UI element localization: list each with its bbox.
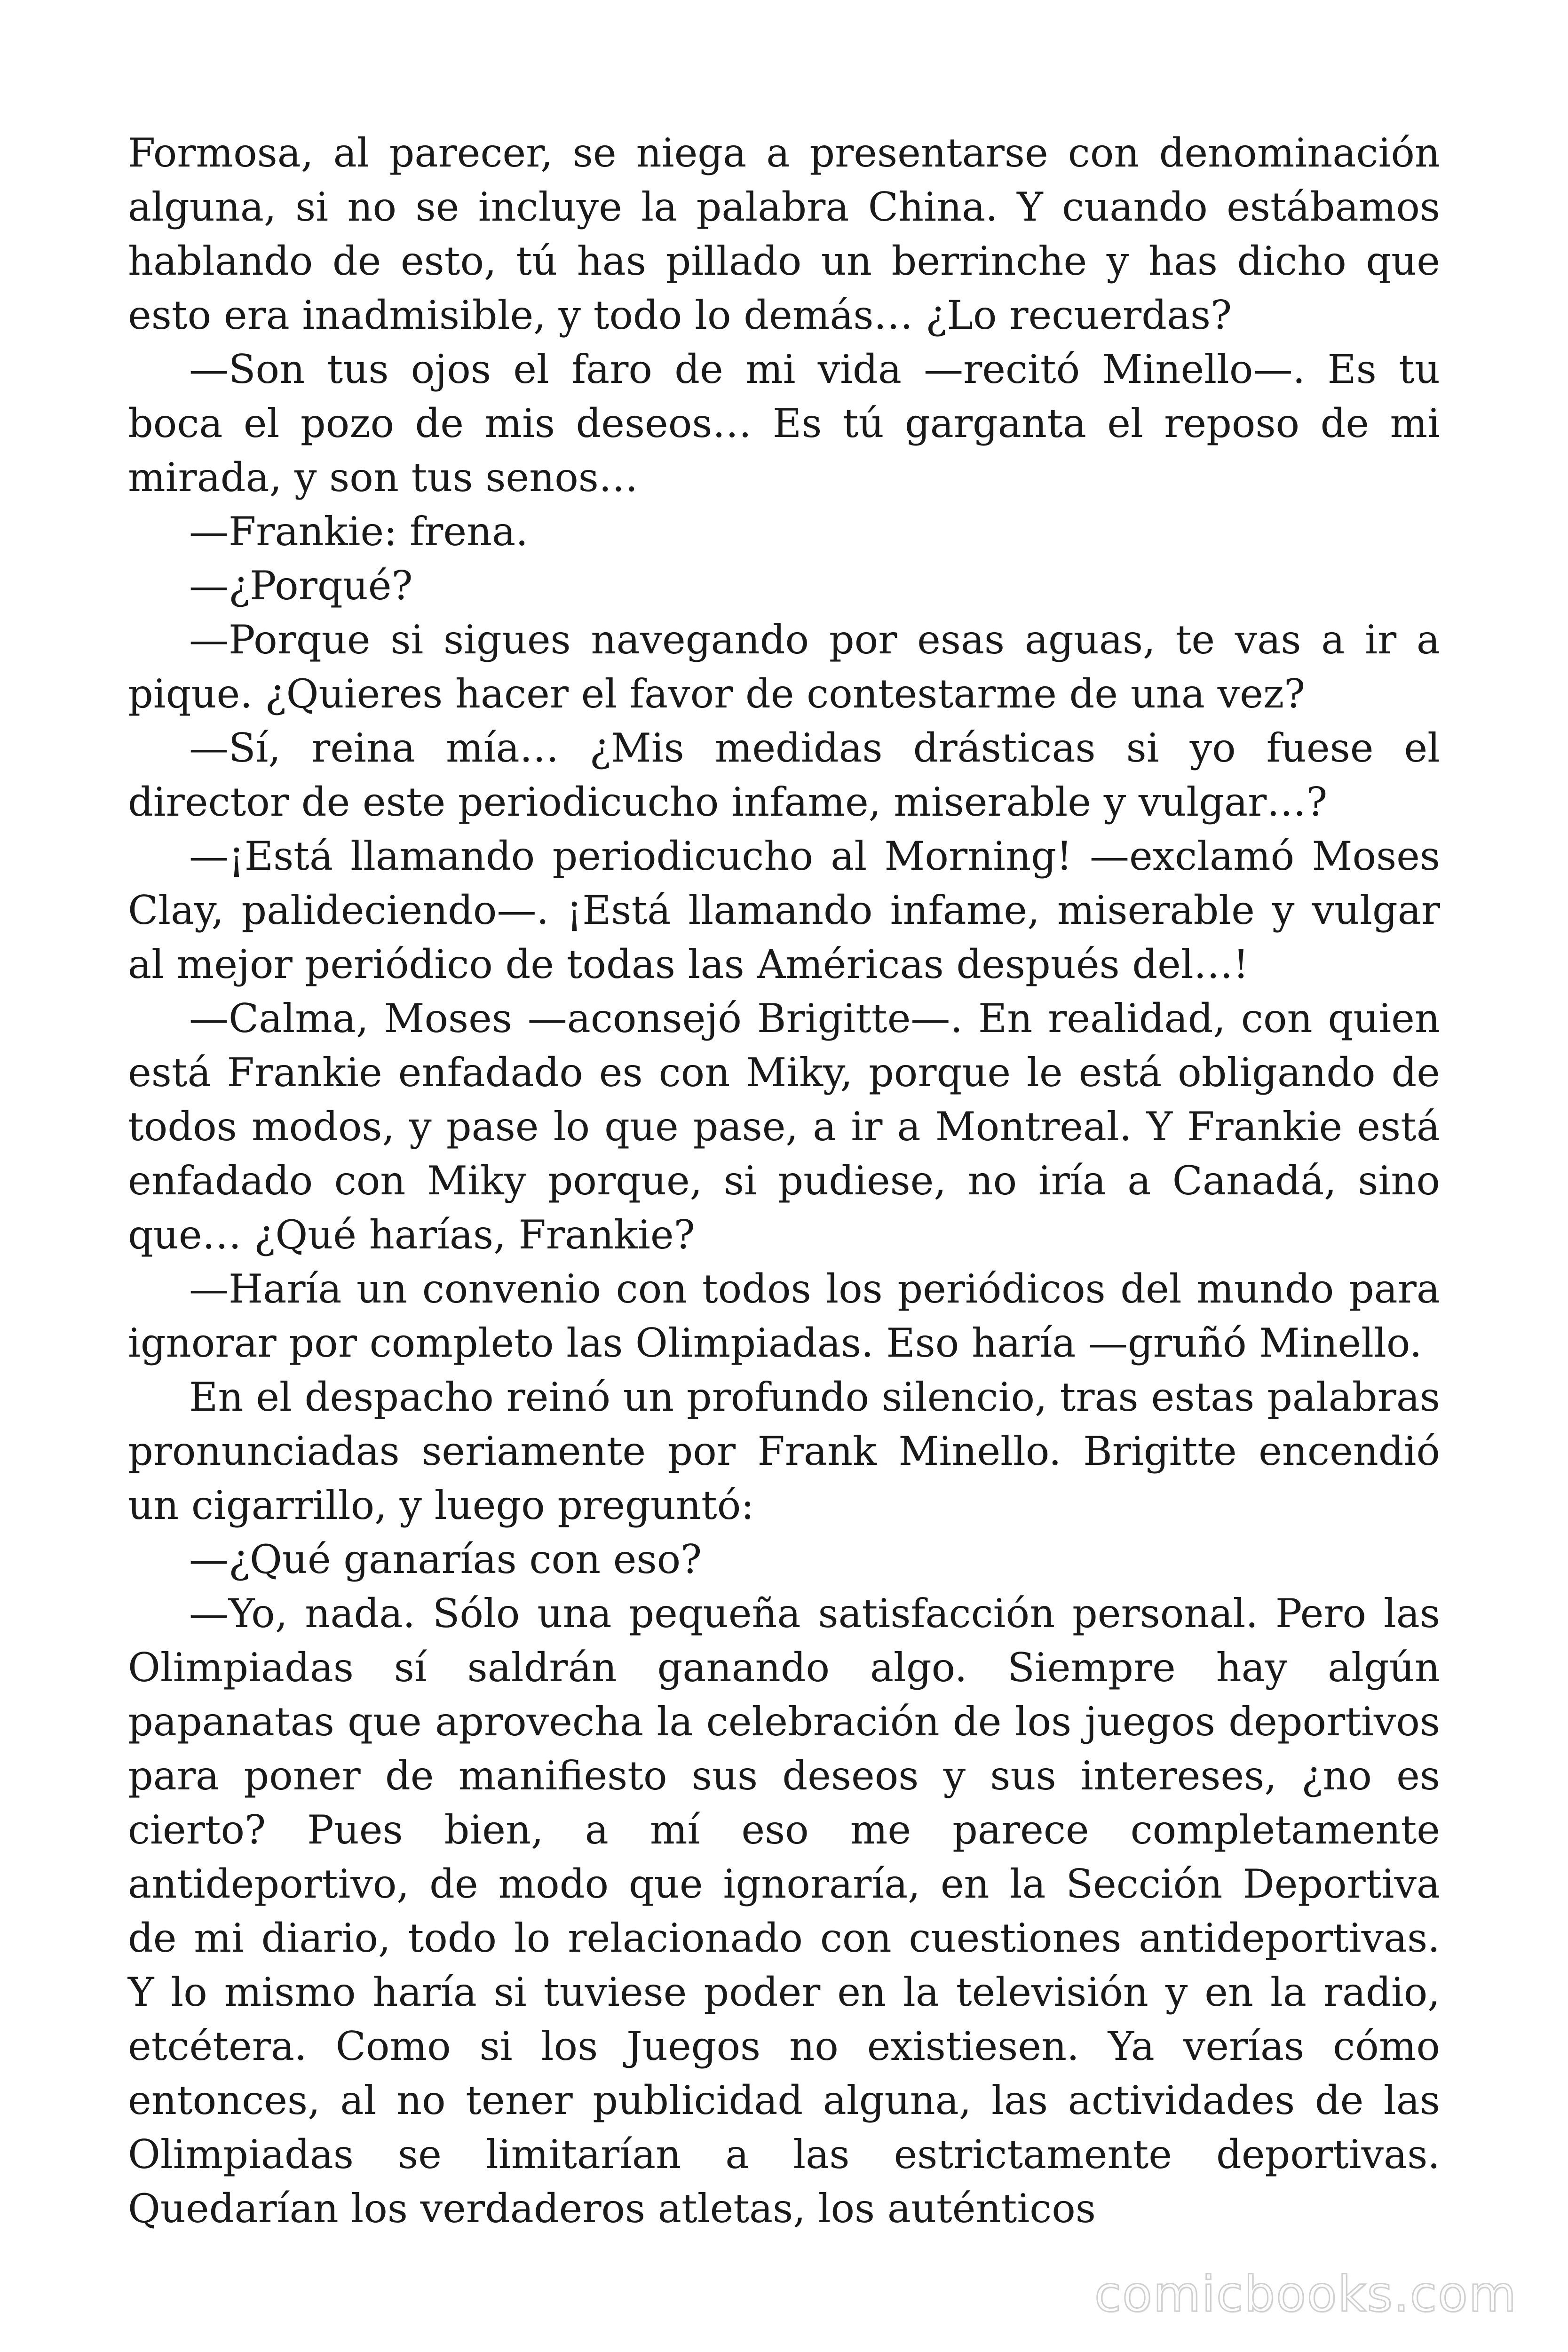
paragraph: —Sí, reina mía… ¿Mis medidas drásticas si yo fuese el director de este periodicucho infame, miserable y vulgar…? — [128, 725, 1440, 825]
paragraph: —Calma, Moses —aconsejó Brigitte—. En realidad, con quien está Frankie enfadado es con Miky, porque le está obligando de todos modos, y pase lo que pase, a ir a Montreal. Y Frankie está enfadado con Miky porque, si pudiese, no iría a Canadá, sino que… ¿Qué harías, Frankie? — [128, 995, 1440, 1258]
paragraph: Formosa, al parecer, se niega a presentarse con denominación alguna, si no se incluye la palabra China. Y cuando estábamos hablando de esto, tú has pillado un berrinche y has dicho que esto era inadmisible, y todo lo demás… ¿Lo recuerdas? — [128, 130, 1440, 338]
paragraph: —Frankie: frena. — [189, 509, 528, 555]
paragraph: —Porque si sigues navegando por esas aguas, te vas a ir a pique. ¿Quieres hacer el favor de contestarme de una vez? — [128, 617, 1440, 717]
page-body — [128, 126, 1440, 2236]
paragraph: —¿Porqué? — [189, 563, 413, 609]
watermark: comicbooks.com — [1094, 2265, 1517, 2323]
paragraph: —Son tus ojos el faro de mi vida —recitó Minello—. Es tu boca el pozo de mis deseos… Es tú garganta el reposo de mi mirada, y son tus senos… — [128, 346, 1440, 501]
paragraph: —Yo, nada. Sólo una pequeña satisfacción personal. Pero las Olimpiadas sí saldrán ganando algo. Siempre hay algún papanatas que aprovecha la celebración de los juegos deportivos para poner de manifiesto sus deseos y sus intereses, ¿no es cierto? Pues bien, a mí eso me parece completamente antideportivo, de modo que ignoraría, en la Sección Deportiva de mi diario, todo lo relacionado con cuestiones antideportivas. Y lo mismo haría si tuviese poder en la televisión y en la radio, etcétera. Como si los Juegos no existiesen. Ya verías cómo entonces, al no tener publicidad alguna, las actividades de las Olimpiadas se limitarían a las estrictamente deportivas. Quedarían los verdaderos atletas, los auténticos — [128, 1590, 1440, 2232]
paragraph: —¿Qué ganarías con eso? — [189, 1536, 702, 1582]
paragraph: —Haría un convenio con todos los periódicos del mundo para ignorar por completo las Olimpiadas. Eso haría —gruñó Minello. — [128, 1266, 1440, 1366]
paragraph: En el despacho reinó un profundo silencio, tras estas palabras pronunciadas seriamente por Frank Minello. Brigitte encendió un cigarrillo, y luego preguntó: — [128, 1374, 1440, 1528]
paragraph: —¡Está llamando periodicucho al Morning! —exclamó Moses Clay, palideciendo—. ¡Está llamando infame, miserable y vulgar al mejor periódico de todas las Américas después del…! — [128, 833, 1440, 987]
